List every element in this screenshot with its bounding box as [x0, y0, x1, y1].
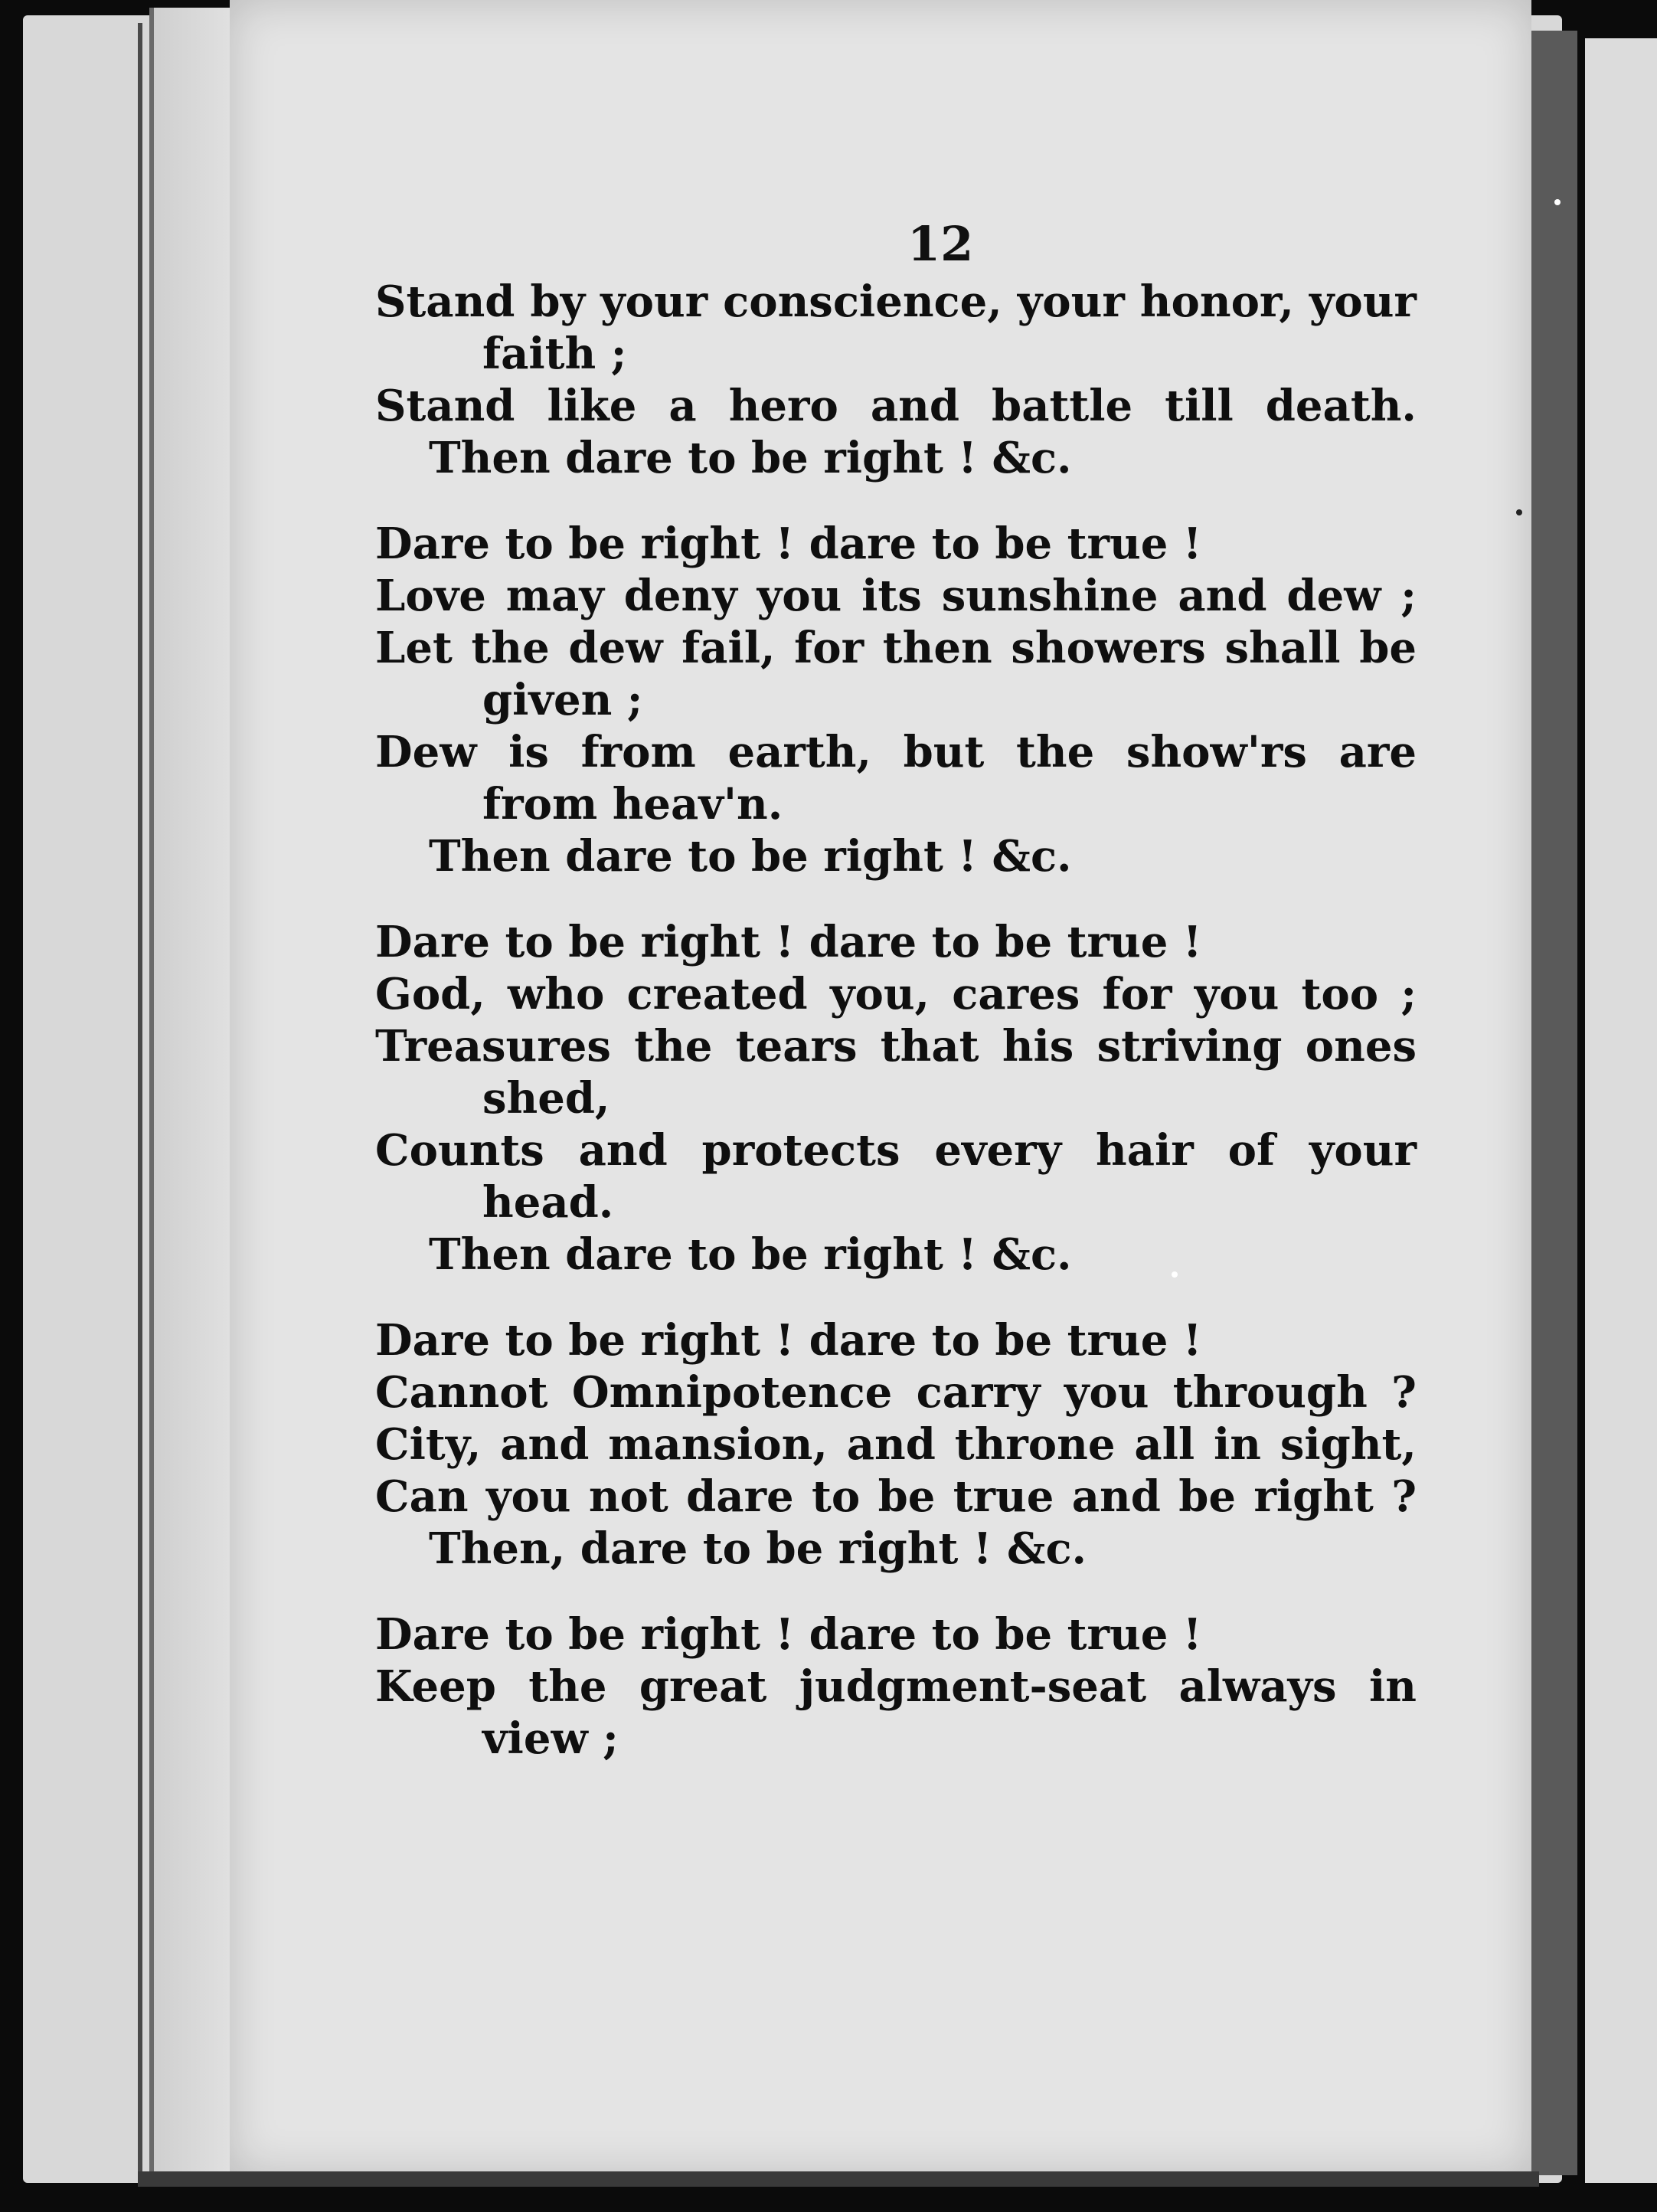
bottom-page-edge — [138, 2171, 1539, 2187]
word: too — [1301, 969, 1379, 1019]
page-edge-line — [138, 23, 142, 2175]
scan-speck — [1172, 1271, 1178, 1278]
word: and — [846, 1419, 936, 1470]
word: in — [1369, 1661, 1417, 1712]
word: right — [1253, 1471, 1374, 1522]
word: ; — [1400, 969, 1417, 1019]
word: to — [812, 1471, 861, 1522]
word: till — [1165, 381, 1234, 431]
word: a — [668, 381, 697, 431]
word: dew — [1286, 571, 1381, 621]
poem-line — [375, 570, 1417, 622]
word: ones — [1305, 1021, 1417, 1072]
poem-line: Dare to be right ! dare to be true ! — [375, 917, 1202, 967]
word: cares — [952, 969, 1080, 1019]
word: created — [626, 969, 808, 1019]
poem-line — [375, 726, 1417, 778]
word: ? — [1391, 1471, 1417, 1522]
word: Stand — [375, 381, 515, 431]
page-number: 12 — [907, 216, 974, 272]
word: you — [757, 571, 842, 621]
word: protects — [701, 1125, 900, 1176]
poem-line: Dare to be right ! dare to be true ! — [375, 1609, 1202, 1660]
word: Love — [375, 571, 486, 621]
word: you — [485, 1471, 571, 1522]
word: hair — [1096, 1125, 1194, 1176]
word: fail, — [681, 623, 776, 673]
word: not — [588, 1471, 668, 1522]
word: and — [1071, 1471, 1161, 1522]
poem-line — [375, 1418, 1417, 1471]
poem-line: Then dare to be right ! &c. — [429, 433, 1072, 483]
word: Treasures — [375, 1021, 611, 1072]
word: Counts — [375, 1125, 544, 1176]
word: carry — [916, 1367, 1041, 1418]
word: the — [528, 1661, 607, 1712]
word: showers — [1011, 623, 1206, 673]
word: Can — [375, 1471, 469, 1522]
word: by — [530, 276, 586, 327]
stanza-gap — [375, 1281, 1432, 1314]
word: ? — [1391, 1367, 1417, 1418]
word: of — [1227, 1125, 1276, 1176]
word: honor, — [1139, 276, 1294, 327]
poem-line — [375, 1471, 1417, 1523]
word: the — [634, 1021, 713, 1072]
poem-line: given ; — [482, 675, 643, 725]
poem-line — [375, 380, 1417, 432]
poem-line: shed, — [482, 1073, 610, 1124]
word: and — [578, 1125, 668, 1176]
word: shall — [1224, 623, 1341, 673]
word: City, — [375, 1419, 482, 1470]
word: death. — [1265, 381, 1417, 431]
poem-line: Then dare to be right ! &c. — [429, 1229, 1072, 1280]
poem-line: Then dare to be right ! &c. — [429, 831, 1072, 882]
word: through — [1172, 1367, 1368, 1418]
word: that — [880, 1021, 979, 1072]
adjacent-page-sliver — [1585, 38, 1657, 2183]
left-gutter — [149, 8, 238, 2175]
word: always — [1178, 1661, 1337, 1712]
poem-line: Then, dare to be right ! &c. — [429, 1523, 1087, 1574]
poem-line: from heav'n. — [482, 779, 783, 830]
poem-line: head. — [482, 1177, 614, 1228]
word: for — [1102, 969, 1172, 1019]
word: true — [953, 1471, 1054, 1522]
word: are — [1338, 727, 1417, 777]
word: then — [882, 623, 992, 673]
word: sight, — [1280, 1419, 1417, 1470]
word: mansion, — [608, 1419, 828, 1470]
word: hero — [728, 381, 838, 431]
word: your — [1017, 276, 1125, 327]
poem-line — [375, 622, 1417, 674]
poem-line — [375, 1020, 1417, 1072]
stanza — [375, 518, 1432, 882]
stanza-gap — [375, 484, 1432, 518]
word: may — [505, 571, 604, 621]
poem-line: Dare to be right ! dare to be true ! — [375, 519, 1202, 569]
word: Cannot — [375, 1367, 548, 1418]
poem-line: faith ; — [482, 329, 627, 379]
word: conscience, — [723, 276, 1002, 327]
word: you — [1064, 1367, 1149, 1418]
poem-text — [375, 276, 1432, 1765]
word: and — [500, 1419, 590, 1470]
word: be — [878, 1471, 936, 1522]
stanza-gap — [375, 882, 1432, 916]
word: its — [861, 571, 922, 621]
stanza — [375, 276, 1432, 484]
poem-line: Dare to be right ! dare to be true ! — [375, 1315, 1202, 1366]
word: earth, — [727, 727, 871, 777]
word: but — [903, 727, 985, 777]
stanza-gap — [375, 1575, 1432, 1608]
word: the — [1016, 727, 1095, 777]
stanza — [375, 1608, 1432, 1765]
scan-speck — [1516, 509, 1522, 515]
word: you — [1194, 969, 1280, 1019]
right-page-edge — [1531, 31, 1577, 2175]
word: all — [1134, 1419, 1195, 1470]
word: your — [1309, 1125, 1417, 1176]
word: show'rs — [1126, 727, 1307, 777]
word: every — [934, 1125, 1062, 1176]
word: the — [471, 623, 550, 673]
word: Stand — [375, 276, 515, 327]
word: tears — [735, 1021, 858, 1072]
word: deny — [623, 571, 737, 621]
scan-speck — [1554, 199, 1561, 205]
word: Let — [375, 623, 453, 673]
poem-line — [375, 276, 1417, 328]
word: who — [508, 969, 605, 1019]
poem-line: view ; — [482, 1713, 619, 1764]
word: from — [580, 727, 696, 777]
word: throne — [954, 1419, 1116, 1470]
word: and — [870, 381, 960, 431]
word: Keep — [375, 1661, 496, 1712]
word: for — [794, 623, 864, 673]
word: ; — [1400, 571, 1417, 621]
word: his — [1002, 1021, 1074, 1072]
word: be — [1178, 1471, 1237, 1522]
word: Dew — [375, 727, 477, 777]
stanza — [375, 1314, 1432, 1575]
word: judgment-seat — [799, 1661, 1147, 1712]
word: striving — [1096, 1021, 1283, 1072]
word: in — [1214, 1419, 1262, 1470]
word: and — [1178, 571, 1267, 621]
word: dew — [568, 623, 663, 673]
word: battle — [992, 381, 1133, 431]
poem-line — [375, 1366, 1417, 1418]
poem-line — [375, 968, 1417, 1020]
word: like — [547, 381, 637, 431]
word: you, — [829, 969, 930, 1019]
word: great — [639, 1661, 767, 1712]
word: sunshine — [941, 571, 1159, 621]
word: your — [1309, 276, 1417, 327]
poem-line — [375, 1661, 1417, 1713]
word: Omnipotence — [571, 1367, 893, 1418]
poem-line — [375, 1124, 1417, 1176]
word: is — [508, 727, 549, 777]
word: your — [600, 276, 708, 327]
word: God, — [375, 969, 485, 1019]
word: dare — [686, 1471, 794, 1522]
stanza — [375, 916, 1432, 1281]
word: be — [1359, 623, 1417, 673]
